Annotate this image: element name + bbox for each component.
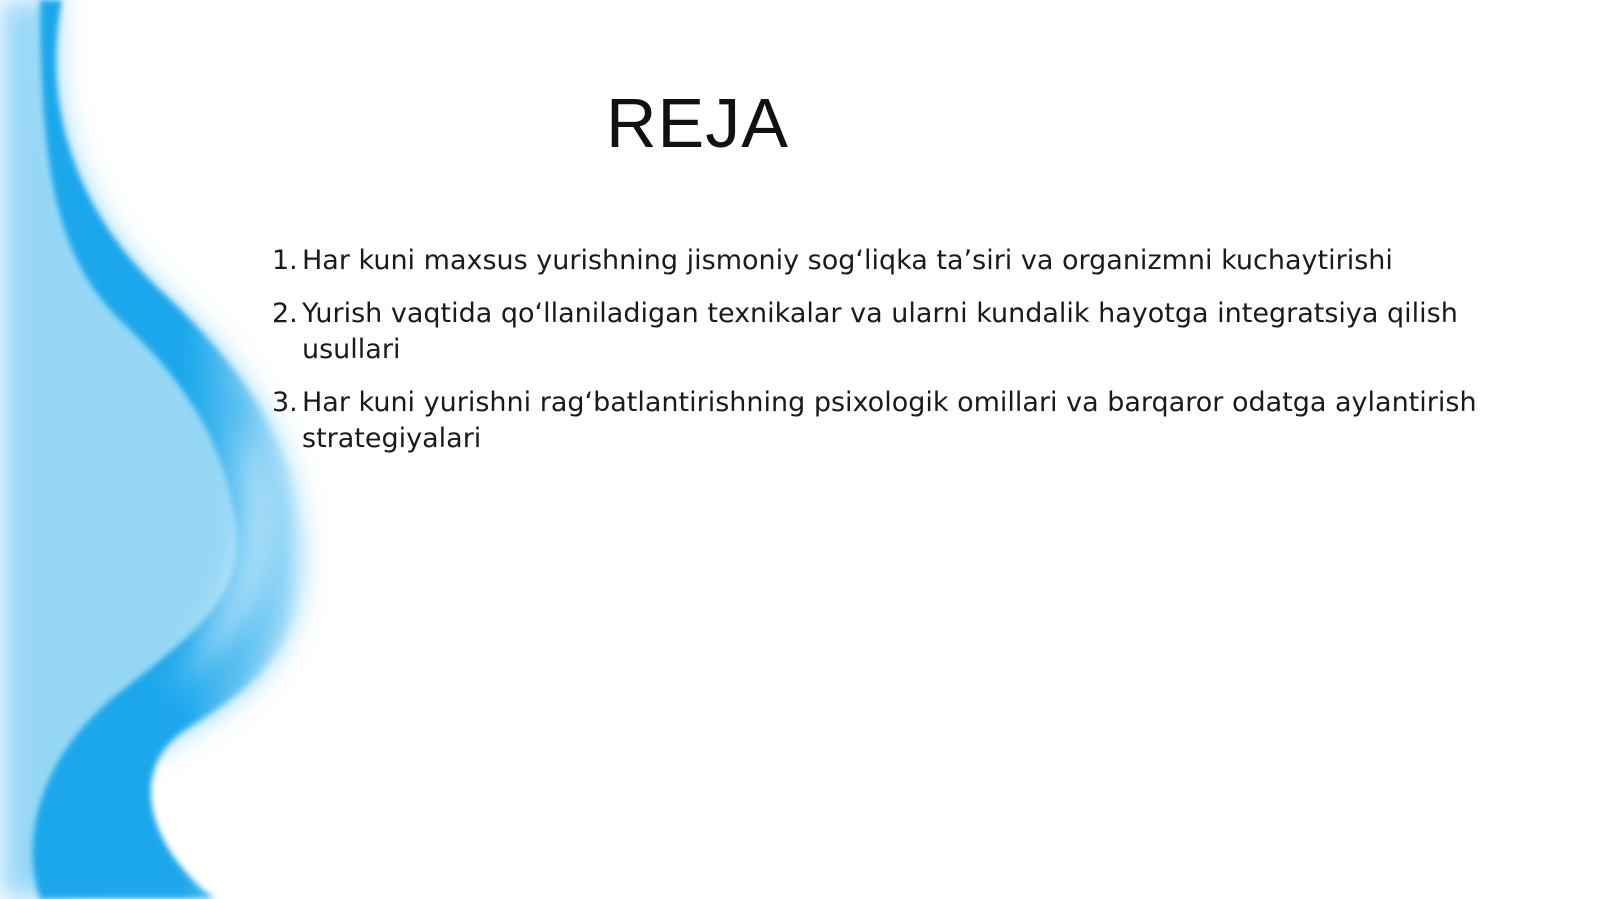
list-item-number: 1.	[272, 245, 298, 276]
list-item-text: Yurish vaqtida qo‘llaniladigan texnikalar va ularni kundalik hayotga integratsiya qilish usullari	[302, 298, 1458, 365]
list-item-text: Har kuni maxsus yurishning jismoniy sog‘liqka ta’siri va organizmni kuchaytirishi	[302, 245, 1393, 276]
list-item	[272, 243, 1502, 279]
list-item	[272, 385, 1502, 457]
plan-list	[272, 243, 1502, 474]
slide-title: REJA	[606, 84, 789, 162]
list-item-text: Har kuni yurishni rag‘batlantirishning psixologik omillari va barqaror odatga aylantirish strategiyalari	[302, 387, 1477, 454]
list-item-number: 3.	[272, 387, 298, 418]
list-item	[272, 296, 1502, 368]
list-item-number: 2.	[272, 298, 298, 329]
